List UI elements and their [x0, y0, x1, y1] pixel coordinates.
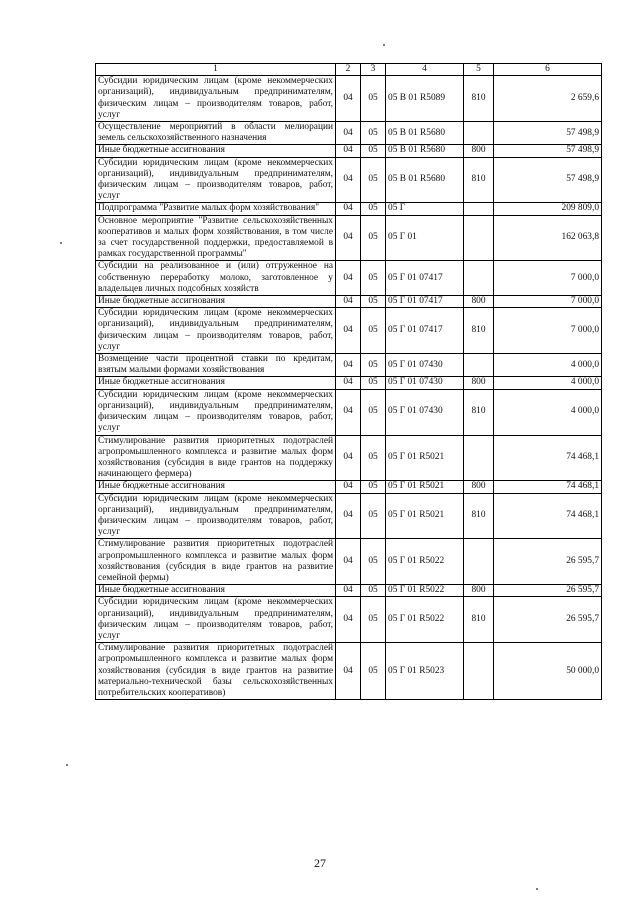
row-amount: 74 468,1 — [494, 435, 602, 481]
table-row — [96, 539, 602, 585]
table-row — [96, 585, 602, 597]
row-expense-type: 800 — [464, 585, 494, 597]
col-header-6: 6 — [494, 64, 602, 76]
table-row — [96, 308, 602, 354]
row-target-code: 05 Г 01 07430 — [386, 377, 464, 389]
row-amount: 4 000,0 — [494, 377, 602, 389]
row-subsection: 05 — [361, 597, 386, 643]
row-amount: 209 809,0 — [494, 203, 602, 215]
page-number: 27 — [314, 856, 326, 870]
row-subsection: 05 — [361, 203, 386, 215]
row-amount: 162 063,8 — [494, 215, 602, 261]
row-subsection: 05 — [361, 493, 386, 539]
row-subsection: 05 — [361, 377, 386, 389]
row-subsection: 05 — [361, 481, 386, 493]
scan-speck — [66, 764, 68, 766]
row-subsection: 05 — [361, 585, 386, 597]
row-section: 04 — [336, 261, 361, 296]
row-section: 04 — [336, 122, 361, 145]
row-amount: 74 468,1 — [494, 493, 602, 539]
row-name: Субсидии юридическим лицам (кроме некоммерческих организаций), индивидуальным предпринимателям, физическим лицам – производителям товаров, работ, услуг — [96, 157, 336, 203]
table-row — [96, 481, 602, 493]
row-subsection: 05 — [361, 215, 386, 261]
row-target-code: 05 Г 01 R5022 — [386, 539, 464, 585]
row-section: 04 — [336, 597, 361, 643]
table-row — [96, 203, 602, 215]
scan-speck — [536, 888, 538, 890]
row-amount: 57 498,9 — [494, 157, 602, 203]
scan-speck — [383, 44, 385, 46]
table-row — [96, 389, 602, 435]
table-row — [96, 597, 602, 643]
row-subsection: 05 — [361, 435, 386, 481]
row-target-code: 05 Г 01 R5021 — [386, 481, 464, 493]
row-name: Иные бюджетные ассигнования — [96, 145, 336, 157]
row-section: 04 — [336, 76, 361, 122]
row-amount: 7 000,0 — [494, 308, 602, 354]
budget-table — [95, 63, 602, 700]
row-name: Субсидии юридическим лицам (кроме некоммерческих организаций), индивидуальным предпринимателям, физическим лицам – производителям товаров, работ, услуг — [96, 389, 336, 435]
row-amount: 4 000,0 — [494, 354, 602, 377]
row-subsection: 05 — [361, 308, 386, 354]
row-expense-type — [464, 261, 494, 296]
table-row — [96, 145, 602, 157]
row-subsection: 05 — [361, 122, 386, 145]
row-expense-type: 810 — [464, 493, 494, 539]
row-subsection: 05 — [361, 261, 386, 296]
row-target-code: 05 Г 01 — [386, 215, 464, 261]
row-expense-type: 800 — [464, 481, 494, 493]
row-expense-type — [464, 539, 494, 585]
row-expense-type — [464, 435, 494, 481]
row-target-code: 05 Г 01 R5021 — [386, 493, 464, 539]
row-name: Стимулирование развития приоритетных подотраслей агропромышленного комплекса и развитие малых форм хозяйствования (субсидия в виде грантов на развитие семейной фермы) — [96, 539, 336, 585]
row-target-code: 05 Г 01 R5022 — [386, 597, 464, 643]
row-subsection: 05 — [361, 145, 386, 157]
row-section: 04 — [336, 354, 361, 377]
table-row — [96, 643, 602, 700]
table-row — [96, 215, 602, 261]
row-name: Субсидии на реализованное и (или) отгруженное на собственную переработку молоко, заготовленное у владельцев личных подсобных хозяйств — [96, 261, 336, 296]
row-target-code: 05 Г 01 07417 — [386, 296, 464, 308]
table-row — [96, 157, 602, 203]
row-section: 04 — [336, 215, 361, 261]
row-expense-type: 810 — [464, 157, 494, 203]
row-name: Иные бюджетные ассигнования — [96, 377, 336, 389]
row-expense-type: 810 — [464, 389, 494, 435]
row-section: 04 — [336, 539, 361, 585]
row-name: Субсидии юридическим лицам (кроме некоммерческих организаций), индивидуальным предпринимателям, физическим лицам – производителям товаров, работ, услуг — [96, 308, 336, 354]
row-target-code: 05 В 01 R5680 — [386, 145, 464, 157]
row-expense-type — [464, 354, 494, 377]
row-subsection: 05 — [361, 389, 386, 435]
row-section: 04 — [336, 643, 361, 700]
row-section: 04 — [336, 481, 361, 493]
row-name: Осуществление мероприятий в области мелиорации земель сельскохозяйственного назначения — [96, 122, 336, 145]
col-header-2: 2 — [336, 64, 361, 76]
row-expense-type: 810 — [464, 308, 494, 354]
row-expense-type: 800 — [464, 377, 494, 389]
row-subsection: 05 — [361, 296, 386, 308]
row-target-code: 05 Г 01 07430 — [386, 354, 464, 377]
row-amount: 57 498,9 — [494, 145, 602, 157]
row-amount: 26 595,7 — [494, 597, 602, 643]
header-row — [96, 64, 602, 76]
row-target-code: 05 Г — [386, 203, 464, 215]
row-target-code: 05 Г 01 07430 — [386, 389, 464, 435]
row-amount: 50 000,0 — [494, 643, 602, 700]
row-section: 04 — [336, 585, 361, 597]
row-target-code: 05 В 01 R5089 — [386, 76, 464, 122]
col-header-4: 4 — [386, 64, 464, 76]
row-amount: 26 595,7 — [494, 539, 602, 585]
col-header-5: 5 — [464, 64, 494, 76]
table-row — [96, 122, 602, 145]
row-name: Субсидии юридическим лицам (кроме некоммерческих организаций), индивидуальным предпринимателям, физическим лицам – производителям товаров, работ, услуг — [96, 493, 336, 539]
table-row — [96, 261, 602, 296]
row-name: Иные бюджетные ассигнования — [96, 481, 336, 493]
row-amount: 74 468,1 — [494, 481, 602, 493]
table-row — [96, 377, 602, 389]
row-subsection: 05 — [361, 539, 386, 585]
row-target-code: 05 Г 01 R5023 — [386, 643, 464, 700]
row-target-code: 05 Г 01 R5021 — [386, 435, 464, 481]
scan-speck — [60, 242, 62, 244]
row-section: 04 — [336, 296, 361, 308]
row-subsection: 05 — [361, 354, 386, 377]
row-expense-type — [464, 643, 494, 700]
row-amount: 2 659,6 — [494, 76, 602, 122]
row-amount: 4 000,0 — [494, 389, 602, 435]
row-subsection: 05 — [361, 76, 386, 122]
table-row — [96, 435, 602, 481]
row-expense-type — [464, 122, 494, 145]
row-expense-type: 800 — [464, 296, 494, 308]
table-row — [96, 354, 602, 377]
row-name: Стимулирование развития приоритетных подотраслей агропромышленного комплекса и развитие малых форм хозяйствования (субсидия в виде грантов на развитие материально-технической базы сельскохозяйственных потребительских кооперативов) — [96, 643, 336, 700]
row-name: Возмещение части процентной ставки по кредитам, взятым малыми формами хозяйствования — [96, 354, 336, 377]
row-section: 04 — [336, 203, 361, 215]
row-amount: 26 595,7 — [494, 585, 602, 597]
row-expense-type: 800 — [464, 145, 494, 157]
row-expense-type — [464, 215, 494, 261]
row-expense-type: 810 — [464, 597, 494, 643]
row-amount: 7 000,0 — [494, 261, 602, 296]
row-section: 04 — [336, 435, 361, 481]
col-header-1: 1 — [96, 64, 336, 76]
row-target-code: 05 Г 01 07417 — [386, 308, 464, 354]
table-row — [96, 296, 602, 308]
row-section: 04 — [336, 308, 361, 354]
row-subsection: 05 — [361, 643, 386, 700]
col-header-3: 3 — [361, 64, 386, 76]
row-section: 04 — [336, 377, 361, 389]
row-name: Субсидии юридическим лицам (кроме некоммерческих организаций), индивидуальным предпринимателям, физическим лицам – производителям товаров, работ, услуг — [96, 597, 336, 643]
table-row — [96, 76, 602, 122]
row-name: Основное мероприятие "Развитие сельскохозяйственных кооперативов и малых форм хозяйствования, в том числе за счет государственной поддержки, предоставляемой в рамках государственной программы" — [96, 215, 336, 261]
row-name: Стимулирование развития приоритетных подотраслей агропромышленного комплекса и развитие малых форм хозяйствования (субсидия в виде грантов на поддержку начинающего фермера) — [96, 435, 336, 481]
row-amount: 7 000,0 — [494, 296, 602, 308]
row-name: Субсидии юридическим лицам (кроме некоммерческих организаций), индивидуальным предпринимателям, физическим лицам – производителям товаров, работ, услуг — [96, 76, 336, 122]
table-row — [96, 493, 602, 539]
row-expense-type — [464, 203, 494, 215]
row-amount: 57 498,9 — [494, 122, 602, 145]
row-target-code: 05 Г 01 07417 — [386, 261, 464, 296]
row-section: 04 — [336, 145, 361, 157]
row-section: 04 — [336, 493, 361, 539]
row-target-code: 05 Г 01 R5022 — [386, 585, 464, 597]
row-target-code: 05 В 01 R5680 — [386, 122, 464, 145]
row-name: Иные бюджетные ассигнования — [96, 296, 336, 308]
row-target-code: 05 В 01 R5680 — [386, 157, 464, 203]
row-name: Иные бюджетные ассигнования — [96, 585, 336, 597]
row-subsection: 05 — [361, 157, 386, 203]
row-expense-type: 810 — [464, 76, 494, 122]
row-name: Подпрограмма "Развитие малых форм хозяйствования" — [96, 203, 336, 215]
row-section: 04 — [336, 157, 361, 203]
row-section: 04 — [336, 389, 361, 435]
